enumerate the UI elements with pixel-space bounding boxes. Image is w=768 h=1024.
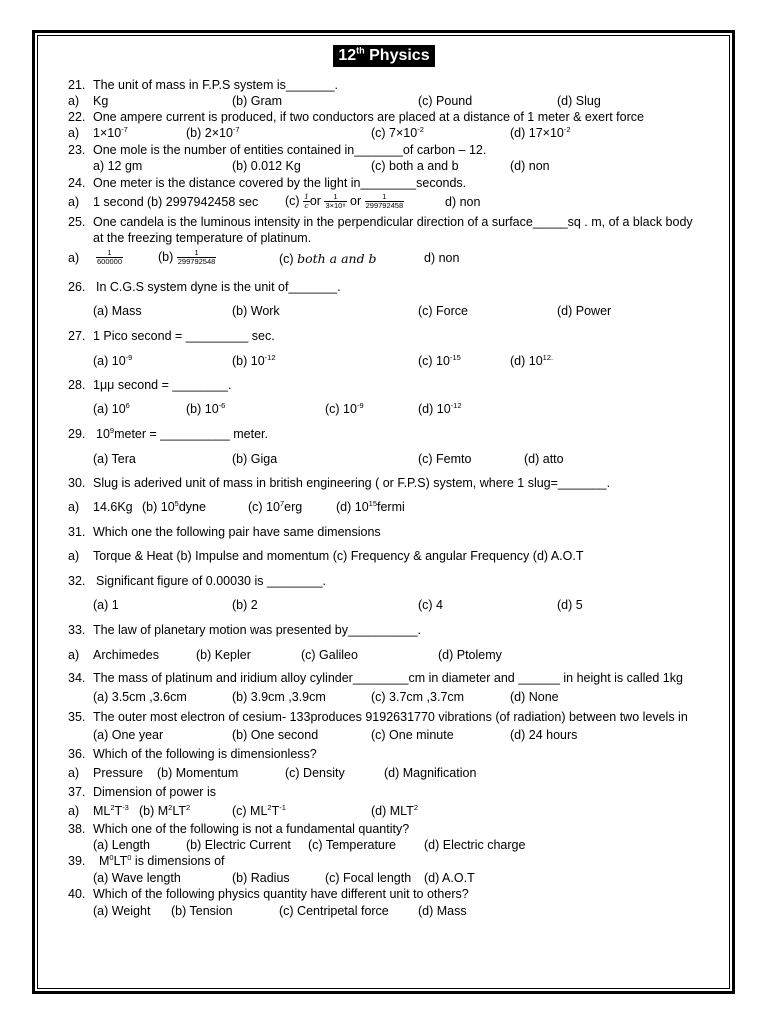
fraction: $\frac{1}{600000}$: [97, 248, 123, 266]
fraction: $\frac{1}{c}$: [304, 192, 309, 210]
option-a-label: a): [68, 126, 80, 140]
option-a: (a) One year: [93, 728, 164, 742]
option-d: (d) non: [510, 159, 550, 173]
option-a: [96, 249, 123, 266]
question-text: Dimension of power is: [93, 785, 216, 799]
option-a-label: a): [68, 549, 80, 563]
option-a-label: a): [68, 648, 80, 662]
option-c: (c) Focal length: [325, 871, 412, 885]
option-c: (c) $ML^2T^{-1}$: [232, 802, 286, 818]
option-c: (c) $10^{-15}$: [418, 352, 461, 368]
option-d: d) non: [445, 195, 481, 209]
question-text: 1 Pico second = _________ sec.: [93, 329, 275, 343]
option-b: (b) $10^5dyne$: [142, 498, 206, 514]
question-number: 30.: [68, 476, 86, 490]
option-b: (b) Giga: [232, 452, 278, 466]
option-d: (d) $10^{15}fermi$: [336, 498, 405, 514]
option-a: 1 second: [93, 195, 144, 209]
option-b: (b) Electric Current: [186, 838, 291, 852]
option-c: (c) Galileo: [301, 648, 358, 662]
question-number: 25.: [68, 215, 86, 229]
option-d: (d) $10^{-12}$: [418, 400, 462, 416]
option-b: (b) $2\times 10^{-7}$: [186, 124, 240, 140]
question-text: The unit of mass in F.P.S system is_______.: [93, 78, 339, 92]
option-c: (c) One minute: [371, 728, 454, 742]
question-number: 29.: [68, 427, 86, 441]
option-b: (b) One second: [232, 728, 319, 742]
option-a: (a) Mass: [93, 304, 142, 318]
option-d: (d) Ptolemy: [438, 648, 502, 662]
option-a: (a) 3.5cm ,3.6cm: [93, 690, 187, 704]
option-a: (a) Wave length: [93, 871, 181, 885]
option-a: Pressure: [93, 766, 144, 780]
question-text: The mass of platinum and iridium alloy cylinder________cm in diameter and ______ in height is called 1kg: [93, 671, 683, 685]
option-a: (a) $10^6$: [93, 400, 130, 416]
option-c: (c) $7\times 10^{-2}$: [371, 124, 424, 140]
option-c: (c) Pound: [418, 94, 473, 108]
option-d: (d) Mass: [418, 904, 467, 918]
question-number: 35.: [68, 710, 86, 724]
option-d: (d) 5: [557, 598, 583, 612]
question-text: Significant figure of 0.00030 is ________.: [96, 574, 327, 588]
question-number: 26.: [68, 280, 86, 294]
option-b: (b) Kepler: [196, 648, 251, 662]
option-d: (d) $10^{12.}$: [510, 352, 554, 368]
question-text: One ampere current is produced, if two conductors are placed at a distance of 1 meter & exert force: [93, 110, 644, 124]
option-d: (d) atto: [524, 452, 564, 466]
question-number: 22.: [68, 110, 86, 124]
option-c: (c) Density: [285, 766, 345, 780]
question-number: 21.: [68, 78, 86, 92]
option-d: (d) $17\times 10^{-2}$: [510, 124, 571, 140]
question-number: 36.: [68, 747, 86, 761]
option-a: Kg: [93, 94, 109, 108]
option-a-label: a): [68, 251, 80, 265]
option-c: (c) 3.7cm ,3.7cm: [371, 690, 465, 704]
option-a: $1\times 10^{-7}$: [93, 124, 128, 140]
option-c: (c) both a and b: [279, 251, 377, 266]
option-c: (c) Force: [418, 304, 468, 318]
option-c: (c) both a and b: [371, 159, 459, 173]
option-a-label: a): [68, 94, 80, 108]
option-b: (b) Gram: [232, 94, 282, 108]
question-text: In C.G.S system dyne is the unit of_______.: [96, 280, 341, 294]
option-c: (c) Temperature: [308, 838, 396, 852]
question-text: Which of the following is dimensionless?: [93, 747, 317, 761]
fraction: $\frac{1}{299792458}$: [365, 192, 404, 210]
option-a-label: a): [68, 804, 80, 818]
question-number: 34.: [68, 671, 86, 685]
fraction: $\frac{1}{\text{3×10⁸}}$: [325, 192, 346, 210]
option-a: $ML^2T^{-3}$: [93, 802, 129, 818]
question-number: 38.: [68, 822, 86, 836]
option-a: (a) $10^{-9}$: [93, 352, 133, 368]
option-d: (d) Slug: [557, 94, 601, 108]
question-number: 37.: [68, 785, 86, 799]
option-b: (b) 2997942458 sec: [147, 195, 259, 209]
option-b: (b) Radius: [232, 871, 290, 885]
option-a: (a) 1: [93, 598, 119, 612]
option-d: (d) 24 hours: [510, 728, 578, 742]
question-text: $10^9meter$ = __________ meter.: [96, 425, 269, 441]
fraction: $\frac{1}{299792548}$: [177, 248, 216, 266]
option-a: 14.6Kg: [93, 500, 133, 514]
question-text: 1μμ second = ________.: [93, 378, 232, 392]
question-number: 28.: [68, 378, 86, 392]
option-b: (b) Momentum: [157, 766, 239, 780]
question-text: One mole is the number of entities contained in_______of carbon – 12.: [93, 143, 487, 157]
question-text-continued: at the freezing temperature of platinum.: [93, 231, 312, 245]
option-a-label: a): [68, 195, 80, 209]
option-a: (a) Length: [93, 838, 150, 852]
question-text: The outer most electron of cesium- 133produces 9192631770 vibrations (of radiation) between two levels in: [93, 710, 688, 724]
question-text: $M^0LT^0$ is dimensions of: [99, 852, 225, 868]
option-c: (c) Centripetal force: [279, 904, 389, 918]
option-b: (b) $10^{-12}$: [232, 352, 276, 368]
option-d: (d) None: [510, 690, 559, 704]
option-a: a) 12 gm: [93, 159, 143, 173]
question-text: One candela is the luminous intensity in the perpendicular direction of a surface_____sq . m, of a black body: [93, 215, 693, 229]
option-c: (c) $10^{-9}$: [325, 400, 364, 416]
option-a: (a) Tera: [93, 452, 136, 466]
option-d: d) non: [424, 251, 460, 265]
question-number: 32.: [68, 574, 86, 588]
option-b: (b) 3.9cm ,3.9cm: [232, 690, 326, 704]
option-b: (b) $\frac{1}{299792548}$: [158, 248, 216, 266]
option-d: (d) Electric charge: [424, 838, 526, 852]
option-b: (b) 2: [232, 598, 258, 612]
option-a: Archimedes: [93, 648, 159, 662]
question-number: 39.: [68, 854, 86, 868]
option-d: (d) A.O.T: [424, 871, 475, 885]
options-line: Torque & Heat (b) Impulse and momentum (c) Frequency & angular Frequency (d) A.O.T: [93, 549, 584, 563]
option-a-label: a): [68, 500, 80, 514]
option-b: (b) Work: [232, 304, 280, 318]
question-number: 23.: [68, 143, 86, 157]
page-title: 12th Physics: [333, 45, 435, 67]
option-c: (c) $\frac{1}{c}$ or $\frac{1}{\text{3×10⁸}}$ or $\frac{1}{299792458}$: [285, 192, 404, 210]
question-text: Slug is aderived unit of mass in british engineering ( or F.P.S) system, where 1 slug=_______.: [93, 476, 611, 490]
question-text: One meter is the distance covered by the light in________seconds.: [93, 176, 467, 190]
option-d: (d) Magnification: [384, 766, 477, 780]
option-b: (b) $M^2LT^2$: [139, 802, 191, 818]
option-a-label: a): [68, 766, 80, 780]
question-text: Which one of the following is not a fundamental quantity?: [93, 822, 410, 836]
option-c: (c) 4: [418, 598, 443, 612]
question-text: Which of the following physics quantity have different unit to others?: [93, 887, 469, 901]
option-b: (b) 0.012 Kg: [232, 159, 301, 173]
option-b: (b) Tension: [171, 904, 233, 918]
question-text: The law of planetary motion was presented by__________.: [93, 623, 421, 637]
option-a: (a) Weight: [93, 904, 151, 918]
question-text: Which one the following pair have same dimensions: [93, 525, 381, 539]
question-number: 33.: [68, 623, 86, 637]
question-number: 24.: [68, 176, 86, 190]
option-b: (b) $10^{-6}$: [186, 400, 226, 416]
option-c: (c) Femto: [418, 452, 472, 466]
option-c: (c) $10^7erg$: [248, 498, 303, 514]
option-d: (d) Power: [557, 304, 612, 318]
question-number: 40.: [68, 887, 86, 901]
question-number: 27.: [68, 329, 86, 343]
option-d: (d) MLT$^2$: [371, 802, 418, 818]
question-number: 31.: [68, 525, 86, 539]
